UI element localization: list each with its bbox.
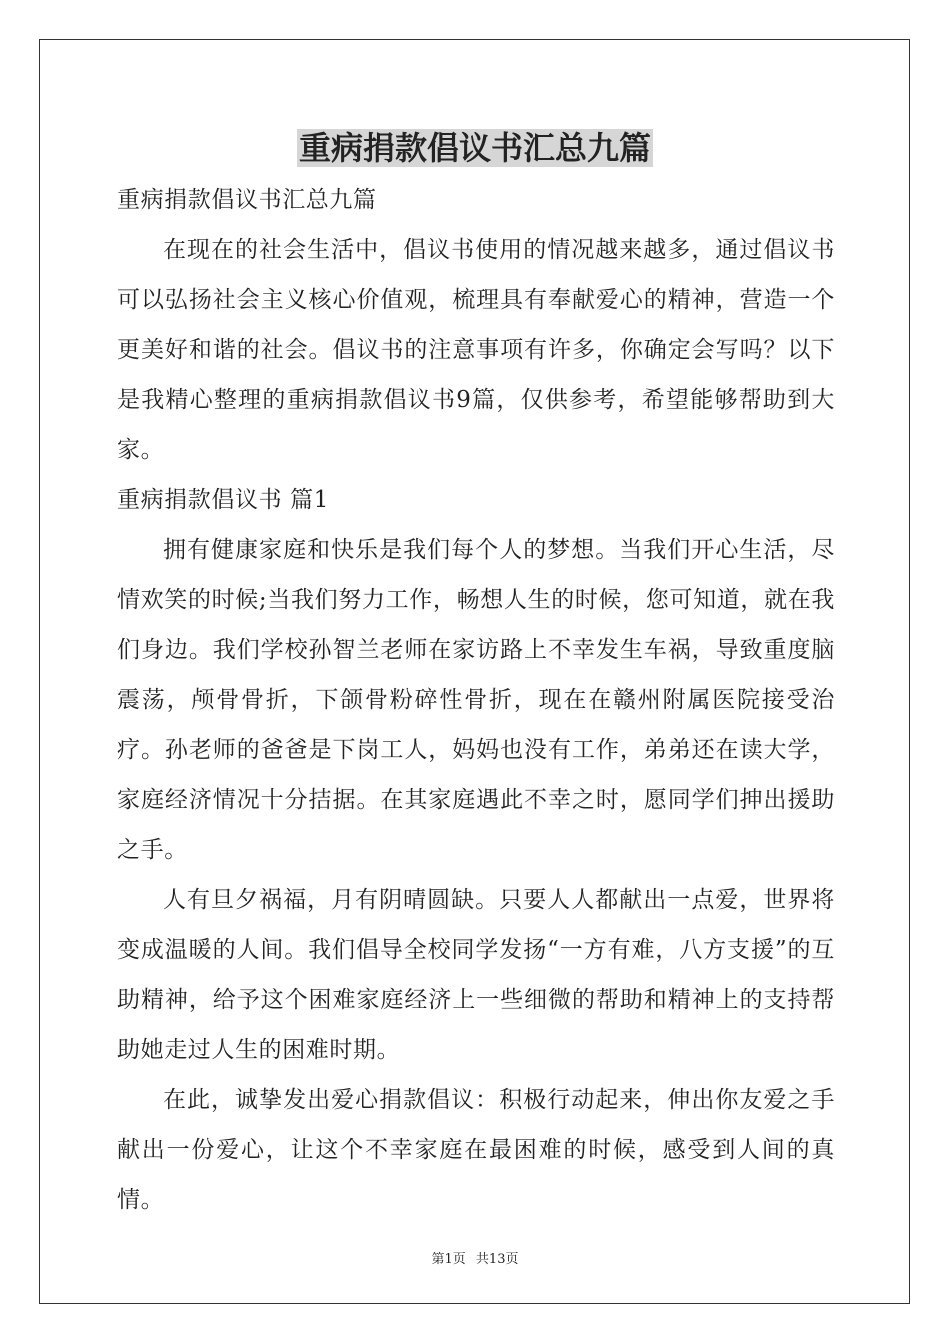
page-number: 第1页 共13页	[431, 1252, 519, 1267]
document-title	[0, 124, 950, 172]
document-title-text: 重病捐款倡议书汇总九篇	[298, 129, 651, 167]
paragraph-body-1: 拥有健康家庭和快乐是我们每个人的梦想。当我们开心生活，尽情欢笑的时候;当我们努力工作，畅想人生的时候，您可知道，就在我们身边。我们学校孙智兰老师在家访路上不幸发生车祸，导致重度脑震荡，颅骨骨折，下颌骨粉碎性骨折，现在在赣州附属医院接受治疗。孙老师的爸爸是下岗工人，妈妈也没有工作，弟弟还在读大学，家庭经济情况十分拮据。在其家庭遇此不幸之时，愿同学们抻出援助之手。	[117, 537, 835, 863]
document-body	[117, 175, 835, 1225]
paragraph-body-3: 在此，诚挚发出爱心捐款倡议：积极行动起来，伸出你友爱之手献出一份爱心，让这个不幸家庭在最困难的时候，感受到人间的真情。	[117, 1087, 835, 1213]
page-footer	[0, 1248, 950, 1267]
section-heading-1: 重病捐款倡议书 篇1	[117, 487, 329, 513]
paragraph-subtitle: 重病捐款倡议书汇总九篇	[117, 187, 377, 213]
paragraph-intro: 在现在的社会生活中，倡议书使用的情况越来越多，通过倡议书可以弘扬社会主义核心价值观，梳理具有奉献爱心的精神，营造一个更美好和谐的社会。倡议书的注意事项有许多，你确定会写吗？以下是我精心整理的重病捐款倡议书9篇，仅供参考，希望能够帮助到大家。	[117, 237, 835, 463]
paragraph-body-2: 人有旦夕祸福，月有阴晴圆缺。只要人人都献出一点爱，世界将变成温暖的人间。我们倡导全校同学发扬“一方有难，八方支援”的互助精神，给予这个困难家庭经济上一些细微的帮助和精神上的支持帮助她走过人生的困难时期。	[117, 887, 835, 1063]
